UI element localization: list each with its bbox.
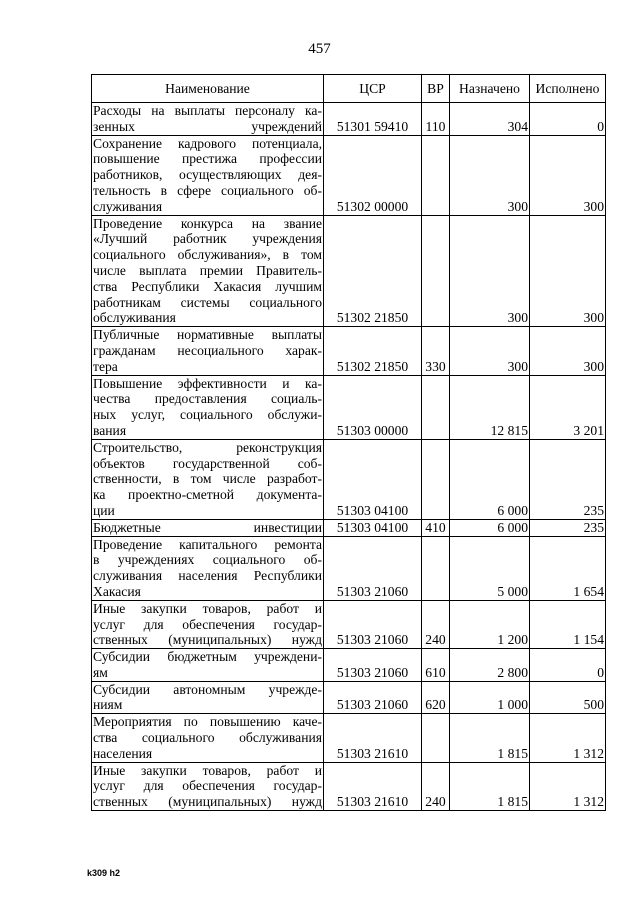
row-assigned: 6 000 [450,519,530,536]
row-name: Субсидии бюджетным учреждени- ям [93,649,322,680]
row-executed: 500 [530,681,606,714]
row-name: Публичные нормативные выплаты гражданам несоциального харак- тера [93,327,322,374]
row-assigned: 12 815 [450,375,530,439]
row-csr: 51302 21850 [324,215,422,327]
row-assigned: 5 000 [450,536,530,600]
table-row [92,600,606,648]
row-executed: 235 [530,439,606,519]
row-executed: 3 201 [530,375,606,439]
table-header-row [92,75,606,103]
row-name: Бюджетные инвестиции [93,519,322,535]
row-executed: 0 [530,649,606,682]
row-vr [422,215,450,327]
row-name: Проведение капитального ремонта в учреждениях социального об- служивания населения Республики Хакасия [93,536,322,599]
row-assigned: 6 000 [450,439,530,519]
table-row [92,762,606,810]
page-number: 457 [308,41,331,57]
row-vr [422,135,450,215]
row-assigned: 1 815 [450,762,530,810]
row-name: Строительство, реконструкция объектов государственной соб- ственности, в том числе разработ- ка проектно-сметной документа- ции [93,439,322,518]
row-vr: 240 [422,600,450,648]
row-csr: 51303 04100 [324,439,422,519]
table-row [92,536,606,600]
row-csr: 51303 21060 [324,681,422,714]
row-name: Сохранение кадрового потенциала, повышение престижа профессии работников, осуществляющих дея- тельность в сфере социального об- служивания [93,135,322,214]
row-assigned: 300 [450,135,530,215]
row-vr [422,439,450,519]
row-assigned: 2 800 [450,649,530,682]
row-name: Иные закупки товаров, работ и услуг для обеспечения государ- ственных (муниципальных) нужд [93,600,322,648]
row-executed: 1 654 [530,536,606,600]
header-vr: ВР [422,75,450,103]
row-csr: 51303 21060 [324,649,422,682]
row-csr: 51301 59410 [324,103,422,136]
row-csr: 51302 21850 [324,327,422,375]
header-csr: ЦСР [324,75,422,103]
row-vr [422,714,450,762]
row-executed: 300 [530,135,606,215]
row-executed: 235 [530,519,606,536]
row-vr: 410 [422,519,450,536]
row-csr: 51303 04100 [324,519,422,536]
row-name: Повышение эффективности и ка- чества предоставления социаль- ных услуг, социального обслужи- вания [93,375,322,438]
header-assigned: Назначено [450,75,530,103]
row-name: Мероприятия по повышению каче- ства социального обслуживания населения [93,714,322,761]
row-vr: 240 [422,762,450,810]
footer-code: k309 h2 [87,868,121,878]
header-executed: Исполнено [530,75,606,103]
row-vr: 110 [422,103,450,136]
row-csr: 51303 21060 [324,600,422,648]
row-assigned: 1 815 [450,714,530,762]
row-vr: 610 [422,649,450,682]
row-csr: 51303 00000 [324,375,422,439]
row-assigned: 1 000 [450,681,530,714]
row-csr: 51303 21610 [324,762,422,810]
table-row [92,375,606,439]
table-body [92,103,606,811]
row-name: Иные закупки товаров, работ и услуг для обеспечения государ- ственных (муниципальных) нужд [93,762,322,810]
row-executed: 1 312 [530,714,606,762]
row-csr: 51302 00000 [324,135,422,215]
budget-table [91,74,606,811]
row-assigned: 304 [450,103,530,136]
row-assigned: 300 [450,327,530,375]
table-row [92,327,606,375]
row-vr [422,375,450,439]
row-executed: 300 [530,215,606,327]
row-executed: 1 154 [530,600,606,648]
table-row [92,215,606,327]
row-assigned: 1 200 [450,600,530,648]
table-row [92,714,606,762]
row-executed: 300 [530,327,606,375]
table-row [92,439,606,519]
header-name: Наименование [92,75,324,103]
table-row [92,103,606,136]
row-name: Проведение конкурса на звание «Лучший работник учреждения социального обслуживания», в том числе выплата премии Правитель- ства Республики Хакасия лучшим работникам системы социального обслуживания [93,215,322,326]
row-executed: 1 312 [530,762,606,810]
row-assigned: 300 [450,215,530,327]
row-vr: 620 [422,681,450,714]
row-csr: 51303 21060 [324,536,422,600]
table-row [92,649,606,682]
row-csr: 51303 21610 [324,714,422,762]
table-row [92,135,606,215]
row-name: Субсидии автономным учрежде- ниям [93,681,322,713]
row-vr [422,536,450,600]
table-row [92,519,606,536]
row-name: Расходы на выплаты персоналу ка- зенных учреждений [93,103,322,134]
row-vr: 330 [422,327,450,375]
table-row [92,681,606,714]
row-executed: 0 [530,103,606,136]
